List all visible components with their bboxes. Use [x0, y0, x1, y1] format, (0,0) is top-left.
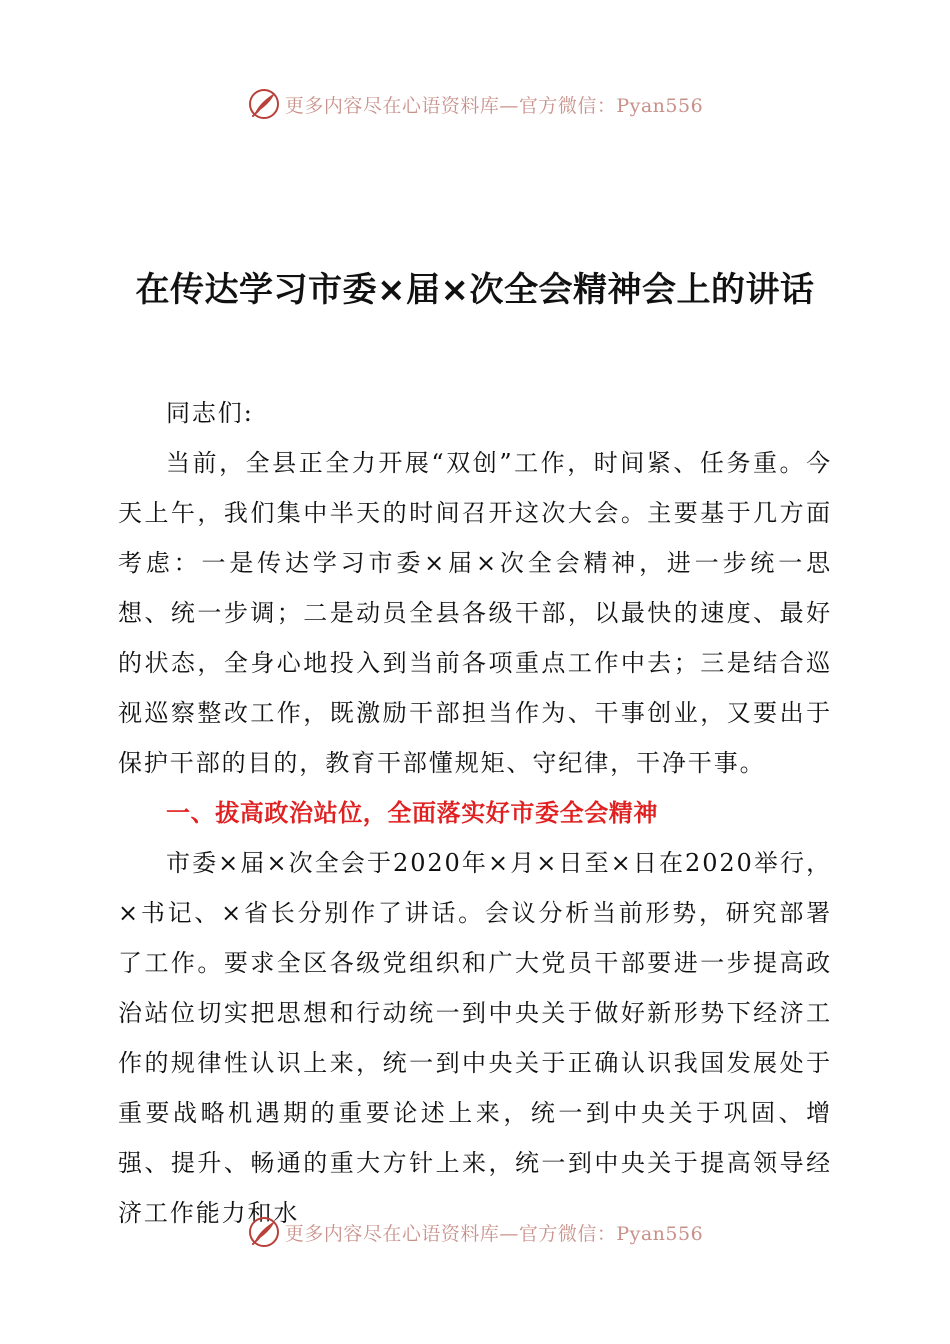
greeting-paragraph: 同志们:: [166, 399, 254, 427]
quill-pen-logo-icon: [247, 1215, 281, 1249]
document-body: [118, 388, 832, 1238]
section-heading-1: 一、拔高政治站位，全面落实好市委全会精神: [166, 799, 658, 827]
section-1-paragraph: 市委×届×次全会于2020年×月×日至×日在2020举行，×书记、×省长分别作了讲话。会议分析当前形势，研究部署了工作。要求全区各级党组织和广大党员干部要进一步提高政治站位切实把思想和行动统一到中央关于做好新形势下经济工作的规律性认识上来，统一到中央关于正确认识我国发展处于重要战略机遇期的重要论述上来，统一到中央关于巩固、增强、提升、畅通的重大方针上来，统一到中央关于提高领导经济工作能力和水: [118, 849, 832, 1227]
quill-pen-logo-icon: [247, 87, 281, 121]
document-title: 在传达学习市委×届×次全会精神会上的讲话: [135, 270, 815, 310]
header-watermark-text: 更多内容尽在心语资料库—官方微信：Pyan556: [284, 94, 704, 117]
footer-watermark-banner: [0, 1212, 950, 1252]
intro-paragraph: 当前，全县正全力开展“双创”工作，时间紧、任务重。今天上午，我们集中半天的时间召开这次大会。主要基于几方面考虑：一是传达学习市委×届×次全会精神，进一步统一思想、统一步调；二是动员全县各级干部，以最快的速度、最好的状态，全身心地投入到当前各项重点工作中去；三是结合巡视巡察整改工作，既激励干部担当作为、干事创业，又要出于保护干部的目的，教育干部懂规矩、守纪律，干净干事。: [118, 449, 832, 777]
footer-watermark-text: 更多内容尽在心语资料库—官方微信：Pyan556: [284, 1222, 704, 1245]
header-watermark-banner: [0, 84, 950, 124]
